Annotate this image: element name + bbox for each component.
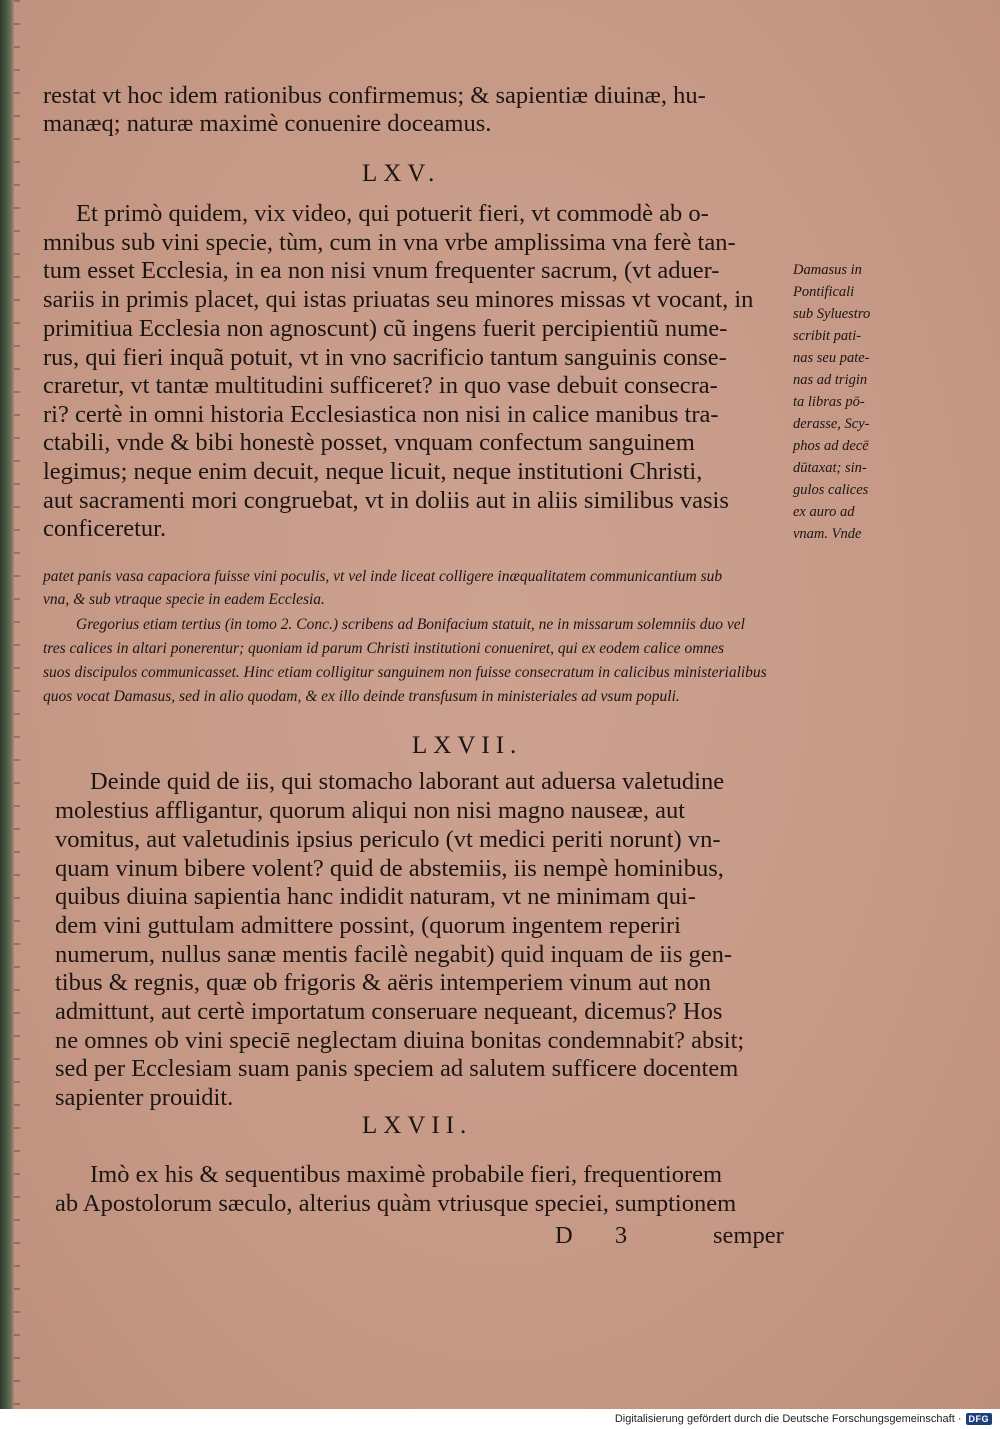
margin-note-line: sub Syluestro bbox=[793, 306, 871, 322]
body-line: ne omnes ob vini speciē neglectam diuina bonitas condemnabit? absit; bbox=[55, 1027, 745, 1054]
body-line: ctabili, vnde & bibi honestè posset, vnquam confectum sanguinem bbox=[43, 429, 695, 456]
section-heading-65: LXV. bbox=[362, 160, 441, 187]
body-line: Et primò quidem, vix video, qui potuerit fieri, vt commodè ab o- bbox=[76, 200, 709, 227]
margin-note-line: phos ad decē bbox=[793, 438, 869, 454]
body-line: restat vt hoc idem rationibus confirmemus; & sapientiæ diuinæ, hu- bbox=[43, 82, 706, 109]
note-line: tres calices in altari ponerentur; quoniam id parum Christi institutioni conueniret, qui ex eodem calice omnes bbox=[43, 640, 725, 657]
catchword: semper bbox=[713, 1222, 784, 1249]
body-line: conficeretur. bbox=[43, 515, 167, 542]
body-line: admittunt, aut certè importatum conseruare nequeant, dicemus? Hos bbox=[55, 998, 723, 1025]
margin-note-line: derasse, Scy- bbox=[793, 416, 870, 432]
dfg-logo: DFG bbox=[966, 1413, 993, 1425]
body-line: tibus & regnis, quæ ob frigoris & aëris intemperiem vinum aut non bbox=[55, 969, 711, 996]
margin-note-line: Pontificali bbox=[793, 284, 855, 300]
body-line: Deinde quid de iis, qui stomacho laborant aut aduersa valetudine bbox=[90, 768, 725, 795]
margin-note-line: ta libras pō- bbox=[793, 394, 865, 410]
body-line: Imò ex his & sequentibus maximè probabile fieri, frequentiorem bbox=[90, 1161, 723, 1188]
body-line: sariis in primis placet, qui istas priuatas seu minores missas vt vocant, in bbox=[43, 286, 754, 313]
note-line: vna, & sub vtraque specie in eadem Ecclesia. bbox=[43, 591, 325, 608]
body-line: manæq; naturæ maximè conuenire doceamus. bbox=[43, 110, 492, 137]
margin-note-line: nas seu pate- bbox=[793, 350, 870, 366]
body-line: primitiua Ecclesia non agnoscunt) cũ ingens fuerit percipientiũ nume- bbox=[43, 315, 728, 342]
body-line: craretur, vt tantæ multitudini sufficeret? in quo vase debuit consecra- bbox=[43, 372, 718, 399]
section-heading-67: LXVII. bbox=[412, 732, 523, 759]
body-line: molestius affligantur, quorum aliqui non nisi magno nauseæ, aut bbox=[55, 797, 686, 824]
body-line: dem vini guttulam admittere possint, (quorum ingentem reperiri bbox=[55, 912, 681, 939]
body-line: sed per Ecclesiam suam panis speciem ad salutem sufficere docentem bbox=[55, 1055, 739, 1082]
body-line: ri? certè in omni historia Ecclesiastica non nisi in calice manibus tra- bbox=[43, 401, 719, 428]
body-line: rus, qui fieri inquã potuit, vt in vno sacrificio tantum sanguinis conse- bbox=[43, 344, 727, 371]
note-line: suos discipulos communicasset. Hinc etiam colligitur sanguinem non fuisse consecratum in calicibus ministerialibus bbox=[43, 664, 767, 681]
note-line: patet panis vasa capaciora fuisse vini poculis, vt vel inde liceat colligere inæqualitatem communicantium sub bbox=[43, 568, 723, 585]
margin-note-line: nas ad trigin bbox=[793, 372, 868, 388]
note-line: Gregorius etiam tertius (in tomo 2. Conc.) scribens ad Bonifacium statuit, ne in missarum solemniis duo vel bbox=[76, 616, 745, 633]
note-line: quos vocat Damasus, sed in alio quodam, & ex illo deinde transfusum in ministeriales ad vsum populi. bbox=[43, 688, 680, 705]
body-line: mnibus sub vini specie, tùm, cum in vna vrbe amplissima vna ferè tan- bbox=[43, 229, 736, 256]
body-line: tum esset Ecclesia, in ea non nisi vnum frequenter sacrum, (vt aduer- bbox=[43, 257, 720, 284]
body-line: ab Apostolorum sæculo, alterius quàm vtriusque speciei, sumptionem bbox=[55, 1190, 737, 1217]
body-line: quibus diuina sapientia hanc indidit naturam, vt ne minimam qui- bbox=[55, 883, 696, 910]
book-spine bbox=[0, 0, 14, 1409]
margin-note-line: vnam. Vnde bbox=[793, 526, 862, 542]
margin-note-line: gulos calices bbox=[793, 482, 869, 498]
margin-note-line: ex auro ad bbox=[793, 504, 855, 520]
margin-note-line: Damasus in bbox=[793, 262, 862, 278]
body-line: numerum, nullus sanæ mentis facilè negabit) quid inquam de iis gen- bbox=[55, 941, 733, 968]
section-heading-67b: LXVII. bbox=[362, 1112, 473, 1139]
spine-edge bbox=[14, 0, 20, 1409]
body-line: sapienter prouidit. bbox=[55, 1084, 234, 1111]
body-line: vomitus, aut valetudinis ipsius periculo (vt medici periti norunt) vn- bbox=[55, 826, 721, 853]
footer-text: Digitalisierung gefördert durch die Deutsche Forschungsgemeinschaft · bbox=[614, 1413, 962, 1425]
body-line: aut sacramenti mori congruebat, vt in doliis aut in aliis similibus vasis bbox=[43, 487, 729, 514]
signature-mark: D 3 bbox=[555, 1222, 646, 1249]
margin-note-line: scribit pati- bbox=[793, 328, 862, 344]
body-line: legimus; neque enim decuit, neque licuit, neque institutioni Christi, bbox=[43, 458, 703, 485]
digitization-footer bbox=[615, 1411, 992, 1427]
margin-note-line: dūtaxat; sin- bbox=[793, 460, 867, 476]
body-line: quam vinum bibere volent? quid de abstemiis, iis nempè hominibus, bbox=[55, 855, 724, 882]
